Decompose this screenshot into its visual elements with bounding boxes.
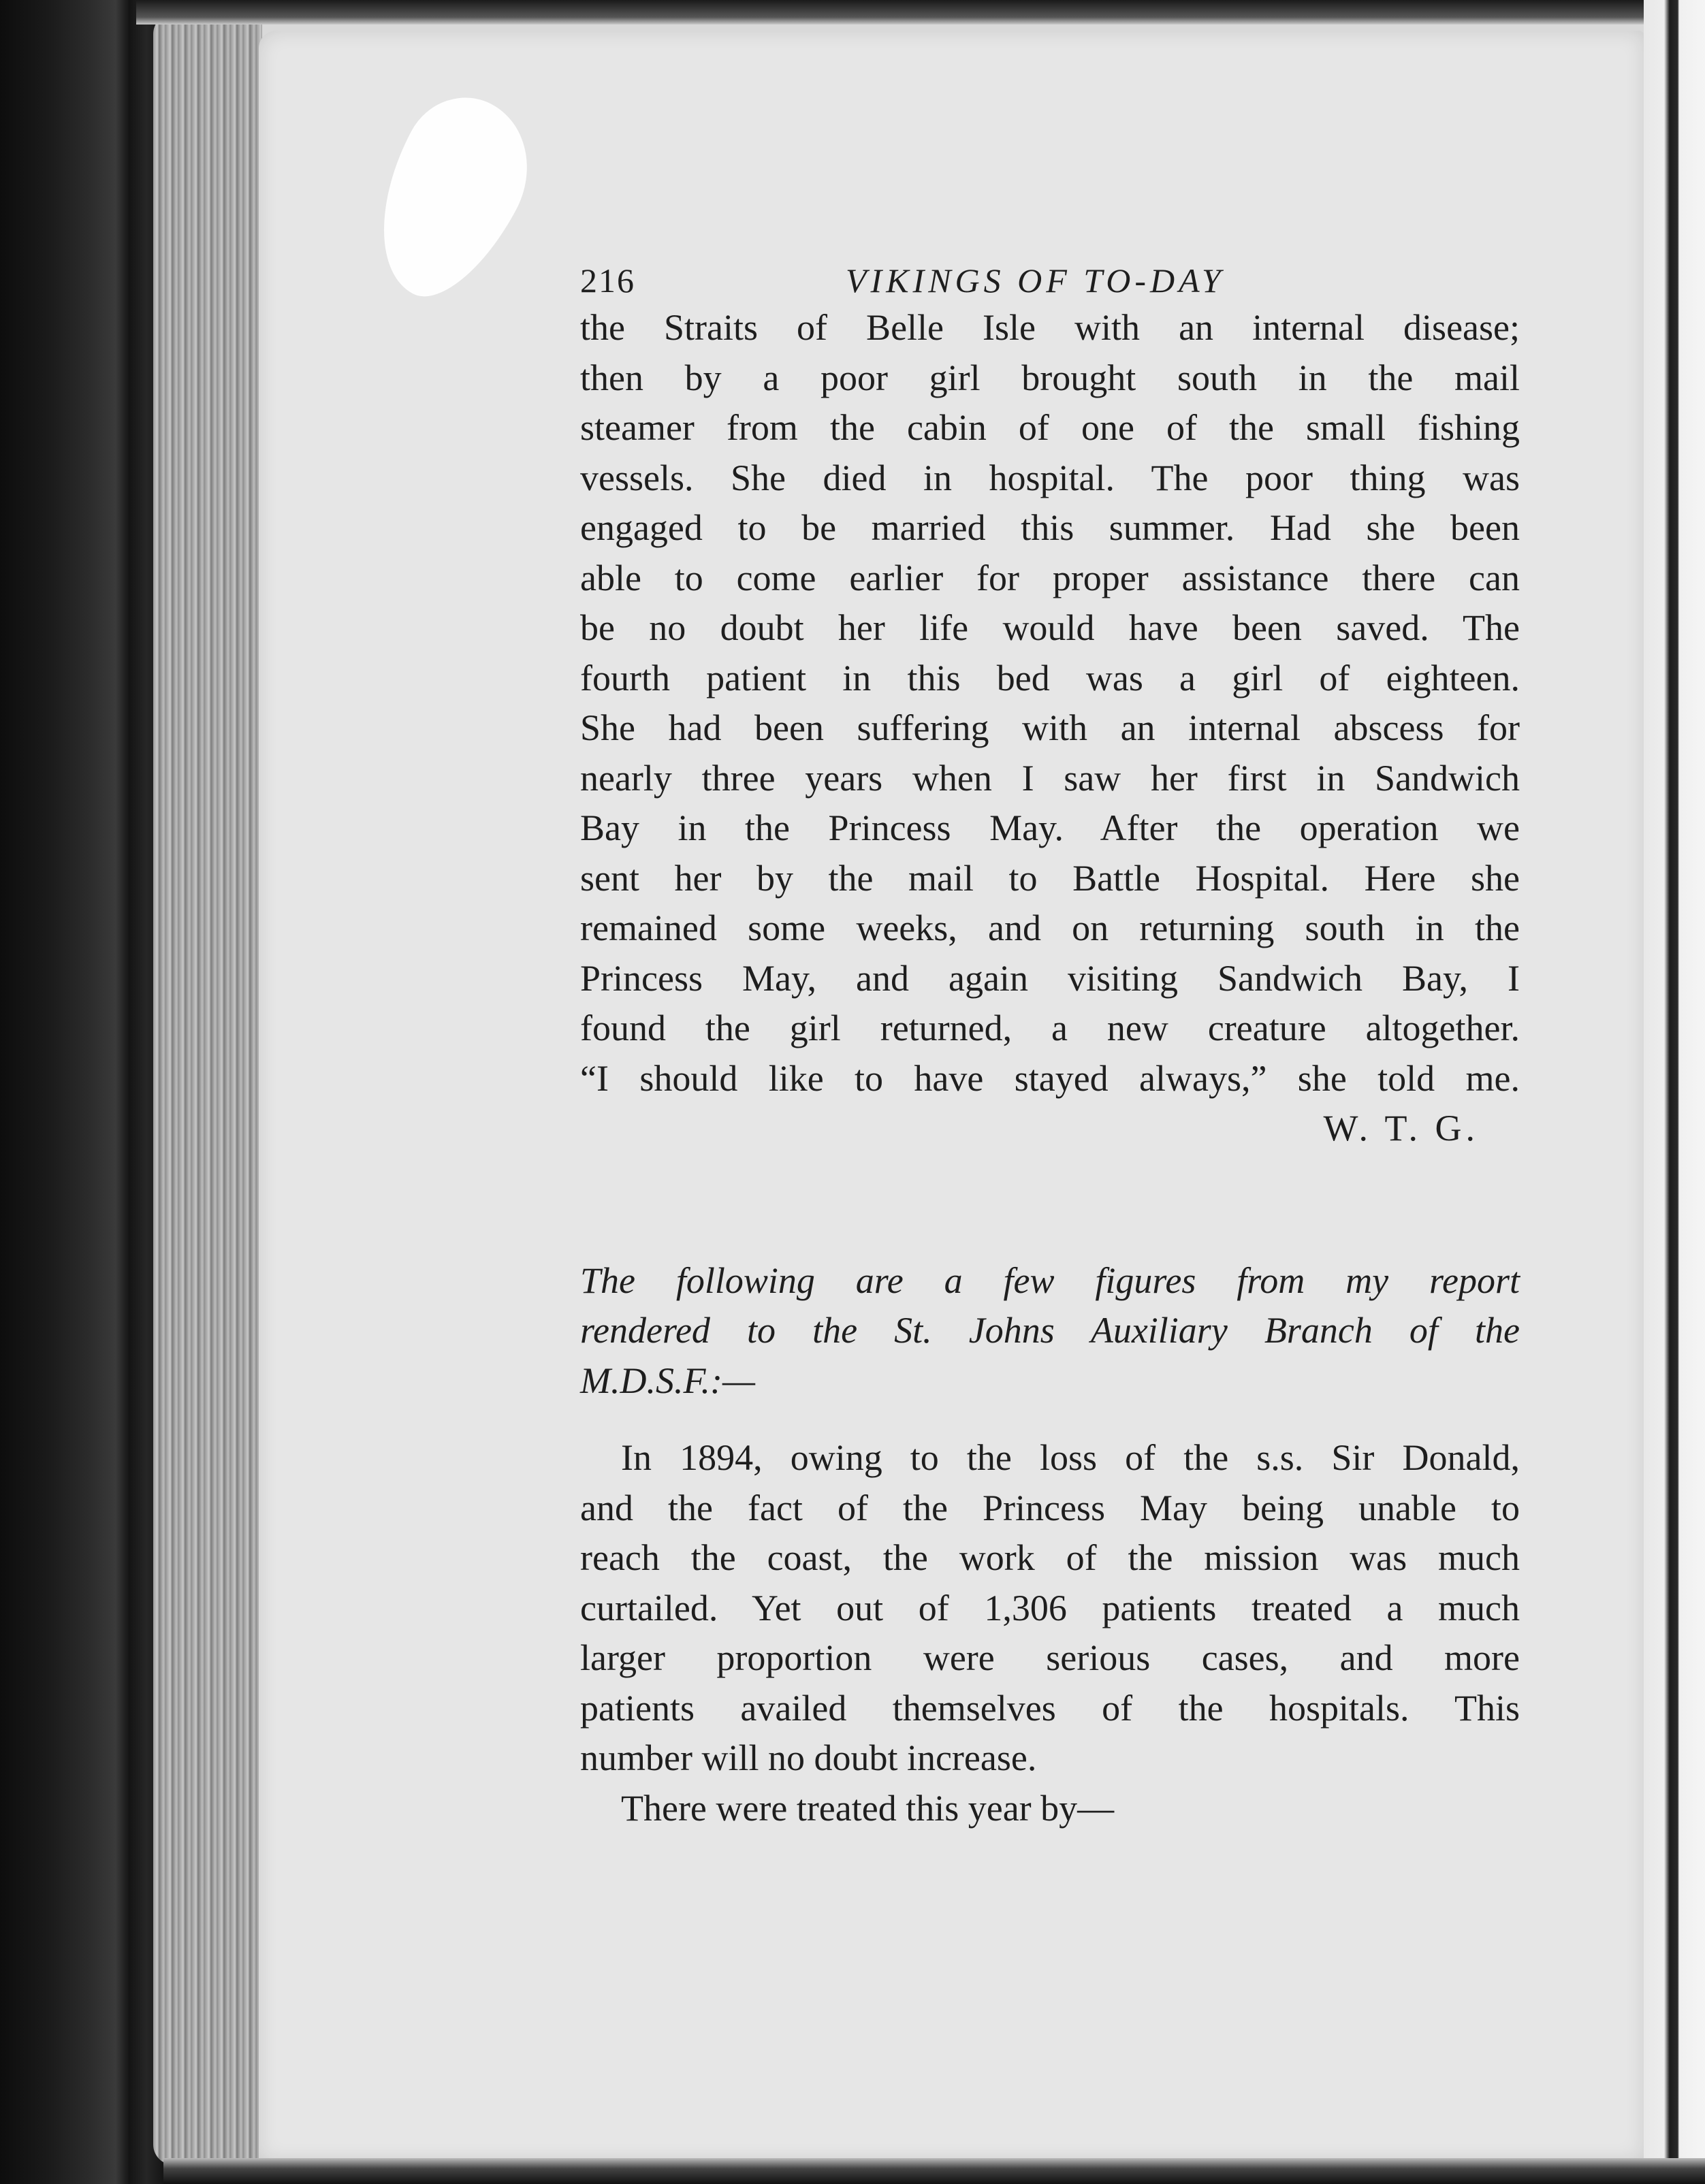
text-line: Princess May, and again visiting Sandwich Bay, I [580, 957, 1520, 999]
text-line: M.D.S.F.:— [580, 1360, 756, 1401]
text-line: nearly three years when I saw her first in Sandwich [580, 757, 1520, 799]
page-number: 216 [580, 261, 635, 300]
text-line: Bay in the Princess May. After the operation we [580, 807, 1520, 848]
page-edges [153, 14, 262, 2165]
book-title: VIKINGS OF TO-DAY [846, 261, 1225, 300]
text-line: “I should like to have stayed always,” she told me. [580, 1057, 1520, 1099]
text-line: able to come earlier for proper assistance there can [580, 557, 1520, 598]
text-line: There were treated this year by— [621, 1787, 1115, 1829]
text-line: She had been suffering with an internal abscess for [580, 707, 1520, 748]
text-line: patients availed themselves of the hospitals. This [580, 1687, 1520, 1729]
text-line: rendered to the St. Johns Auxiliary Branch of the [580, 1310, 1520, 1351]
text-line: and the fact of the Princess May being unable to [580, 1487, 1520, 1528]
text-line: vessels. She died in hospital. The poor thing was [580, 457, 1520, 498]
paragraph-2 [580, 1433, 1520, 1784]
right-edge [1644, 0, 1705, 2184]
text-line: number will no doubt increase. [580, 1737, 1037, 1778]
text-line: be no doubt her life would have been saved. The [580, 607, 1520, 648]
text-line: the Straits of Belle Isle with an internal disease; [580, 307, 1520, 348]
text-line: steamer from the cabin of one of the small fishing [580, 407, 1520, 448]
section-gap [580, 1154, 1520, 1256]
text-line: larger proportion were serious cases, and more [580, 1637, 1520, 1678]
text-line: engaged to be married this summer. Had she been [580, 507, 1520, 548]
text-line: The following are a few figures from my report [580, 1259, 1520, 1301]
text-line: reach the coast, the work of the mission was much [580, 1537, 1520, 1578]
text-line: then by a poor girl brought south in the mail [580, 357, 1520, 398]
bottom-edge [163, 2158, 1705, 2184]
text-line: fourth patient in this bed was a girl of eighteen. [580, 657, 1520, 698]
paragraph-1 [580, 303, 1520, 1154]
signature: W. T. G. [1323, 1108, 1479, 1149]
text-line: curtailed. Yet out of 1,306 patients treated a much [580, 1587, 1520, 1628]
book-binding [0, 0, 170, 2184]
text-line: found the girl returned, a new creature altogether. [580, 1008, 1520, 1048]
text-line: sent her by the mail to Battle Hospital. Here she [580, 857, 1520, 899]
text-line: remained some weeks, and on returning south in the [580, 908, 1520, 948]
page-text [580, 255, 1520, 1833]
italic-note [580, 1256, 1520, 1407]
text-line: In 1894, owing to the loss of the s.s. Sir Donald, [621, 1437, 1520, 1478]
paragraph-3 [580, 1784, 1520, 1834]
top-edge [136, 0, 1705, 25]
section-gap [580, 1406, 1520, 1433]
running-head [580, 255, 1520, 303]
